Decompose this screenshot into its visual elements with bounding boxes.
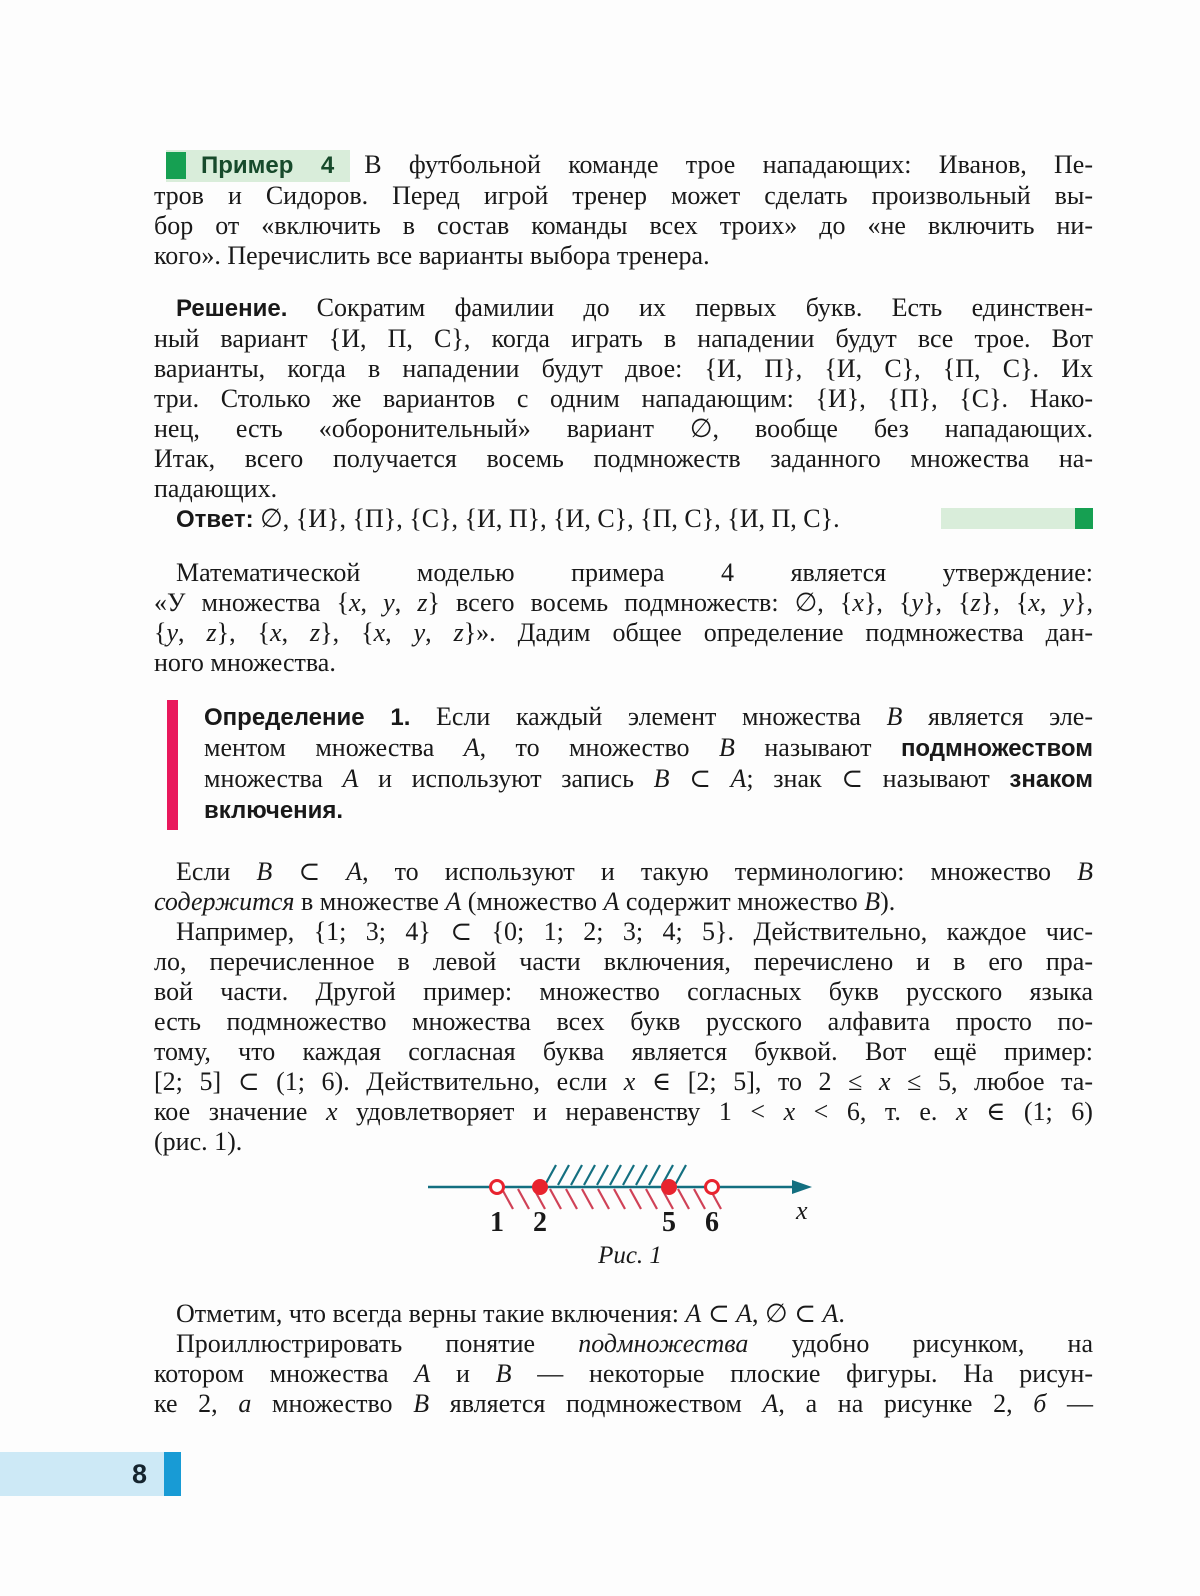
text-segment: x <box>325 1097 338 1126</box>
text-segment: — некоторые плоские фигуры. На рисун- <box>511 1359 1093 1388</box>
text-segment: вой части. Другой пример: множество согласных букв русского языка <box>154 977 1093 1006</box>
text-line <box>154 324 1093 354</box>
text-segment: x <box>623 1067 636 1096</box>
text-line <box>154 1037 1093 1067</box>
text-segment: котором множества <box>154 1359 415 1388</box>
text-segment: ∅, {И}, {П}, {С}, {И, П}, {И, С}, {П, С}, {И, П, С}. <box>253 504 840 533</box>
text-segment: Определение 1. <box>204 704 411 731</box>
text-segment: Если каждый элемент множества <box>410 702 887 731</box>
text-line <box>154 1127 1093 1157</box>
text-segment: B <box>495 1359 512 1388</box>
hatch-below <box>582 1189 593 1209</box>
text-segment: Если <box>176 857 257 886</box>
text-line <box>154 150 1093 181</box>
text-segment: нец, есть «оборонительный» вариант ∅, вообще без нападающих. <box>154 414 1093 443</box>
text-segment: В футбольной команде трое нападающих: Иванов, Пе- <box>364 150 1093 179</box>
text-segment: ке 2, <box>154 1389 239 1418</box>
text-segment: , <box>1039 588 1063 617</box>
text-segment: ⊂ <box>669 764 731 793</box>
page-content <box>154 0 1093 1419</box>
hatch-above <box>649 1165 660 1185</box>
hatch-below <box>502 1189 513 1209</box>
text-line <box>154 857 1093 887</box>
text-line <box>154 354 1093 384</box>
text-segment: z <box>417 588 428 617</box>
hatch-below <box>694 1189 705 1209</box>
text-segment: б <box>1033 1389 1047 1418</box>
text-segment: знаком <box>1009 766 1093 793</box>
text-line <box>154 618 1093 648</box>
text-segment: три. Столько же вариантов с одним нападающим: {И}, {П}, {С}. Нако- <box>154 384 1093 413</box>
text-segment: Сократим фамилии до их первых букв. Есть единствен- <box>287 293 1093 322</box>
hatch-above <box>636 1165 647 1185</box>
text-segment: , ∅ ⊂ <box>752 1299 823 1328</box>
text-segment: x <box>270 618 282 647</box>
text-line <box>154 384 1093 414</box>
text-segment: кого». Перечислить все варианты выбора тренера. <box>154 241 710 270</box>
text-line <box>204 764 1093 795</box>
text-segment: }, <box>1074 588 1093 617</box>
text-segment: тров и Сидоров. Перед игрой тренер может сделать произвольный вы- <box>154 181 1093 210</box>
text-line <box>154 588 1093 618</box>
text-segment: }, { <box>923 588 971 617</box>
text-segment: x <box>878 1067 891 1096</box>
text-line <box>154 1067 1093 1097</box>
text-segment: и используют запись <box>358 764 654 793</box>
text-segment: множество <box>251 1389 414 1418</box>
hatch-above <box>558 1165 569 1185</box>
text-segment: B <box>886 702 903 731</box>
text-segment: является подмножеством <box>429 1389 763 1418</box>
point-open-1 <box>491 1181 504 1194</box>
text-segment: B <box>864 887 881 916</box>
definition-1-block <box>167 700 1093 830</box>
text-segment: ный вариант {И, П, С}, когда играть в нападении будут все трое. Вот <box>154 324 1093 353</box>
text-segment: z <box>453 618 464 647</box>
text-segment: x <box>349 588 361 617</box>
text-segment: включения. <box>204 797 344 824</box>
text-segment: A <box>762 1389 779 1418</box>
model-paragraph <box>154 558 1093 678</box>
text-segment: удовлетворяет и неравенству 1 < <box>337 1097 784 1126</box>
text-segment: A <box>445 887 462 916</box>
text-segment: , <box>360 588 384 617</box>
text-line <box>154 293 1093 324</box>
text-segment: удобно рисунком, на <box>748 1329 1093 1358</box>
hatch-above <box>584 1165 595 1185</box>
text-line <box>154 947 1093 977</box>
text-segment: B <box>256 857 273 886</box>
point-filled-5 <box>661 1179 677 1195</box>
hatch-above <box>597 1165 608 1185</box>
text-segment: , а на рисунке 2, <box>778 1389 1034 1418</box>
text-segment: } всего восемь подмножеств: ∅, { <box>427 588 853 617</box>
text-segment: < 6, т. е. <box>795 1097 956 1126</box>
hatch-above <box>545 1165 556 1185</box>
text-segment: B <box>719 733 735 762</box>
tick-label-1: 1 <box>490 1207 504 1237</box>
text-segment: A <box>603 887 620 916</box>
text-segment: содержит множество <box>619 887 865 916</box>
text-segment: содержится <box>154 887 295 916</box>
text-line <box>154 1097 1093 1127</box>
hatch-below <box>646 1189 657 1209</box>
hatch-above <box>610 1165 621 1185</box>
text-line <box>154 444 1093 474</box>
text-line <box>154 1359 1093 1389</box>
text-segment: и <box>430 1359 496 1388</box>
subset-examples-paragraph <box>154 857 1093 1157</box>
figure-caption: Рис. 1 <box>598 1242 662 1269</box>
number-line-svg <box>400 1157 860 1237</box>
text-line <box>154 1299 1093 1329</box>
text-line <box>154 558 1093 588</box>
text-segment: Итак, всего получается восемь подмножеств заданного множества на- <box>154 444 1093 473</box>
text-segment: x <box>852 588 864 617</box>
text-segment: }, { <box>320 618 374 647</box>
text-segment: }, { <box>980 588 1029 617</box>
text-segment: в множестве <box>294 887 446 916</box>
hatch-above <box>675 1165 686 1185</box>
text-segment: Например, {1; 3; 4} ⊂ {0; 1; 2; 3; 4; 5}. Действительно, каждое чис- <box>176 917 1093 946</box>
footer-accent-square <box>164 1452 181 1496</box>
text-segment: A <box>346 857 363 886</box>
text-segment: A <box>463 733 480 762</box>
text-segment: A <box>736 1299 752 1328</box>
text-segment: B <box>1077 857 1093 886</box>
text-segment: B <box>413 1389 430 1418</box>
text-segment: x <box>373 618 386 647</box>
text-segment: (рис. 1). <box>154 1127 243 1156</box>
tick-label-2: 2 <box>533 1207 547 1237</box>
text-segment: z <box>970 588 981 617</box>
text-segment: ментом множества <box>204 733 464 762</box>
hatch-above <box>571 1165 582 1185</box>
text-segment: Ответ: <box>176 506 254 533</box>
text-line <box>154 648 1093 678</box>
text-line <box>154 887 1093 917</box>
text-segment: , <box>385 618 414 647</box>
text-line <box>154 1007 1093 1037</box>
text-segment: есть подмножество множества всех букв русского алфавита просто по- <box>154 1007 1093 1036</box>
text-segment: ⊂ <box>272 857 347 886</box>
text-segment: подмножества <box>578 1329 749 1358</box>
text-segment: кое значение <box>154 1097 326 1126</box>
text-segment: ≤ 5, любое та- <box>890 1067 1093 1096</box>
axis-arrowhead <box>792 1180 812 1194</box>
text-line <box>154 504 1093 535</box>
hatch-below <box>598 1189 609 1209</box>
text-segment: падающих. <box>154 474 278 503</box>
text-segment: ∈ [2; 5], то 2 ≤ <box>635 1067 879 1096</box>
hatch-below <box>614 1189 625 1209</box>
text-segment: A <box>685 1299 702 1328</box>
text-segment: бор от «включить в состав команды всех троих» до «не включить ни- <box>154 211 1093 240</box>
example-label: Пример 4 <box>166 150 350 182</box>
example-4-paragraph <box>154 150 1093 271</box>
number-line-figure <box>400 1157 860 1270</box>
text-line <box>154 474 1093 504</box>
text-segment: подмножеством <box>900 735 1093 762</box>
text-segment: x <box>1028 588 1040 617</box>
text-line <box>154 1389 1093 1419</box>
text-segment: , то множество <box>479 733 720 762</box>
text-segment: y <box>1062 588 1074 617</box>
text-segment: (множество <box>461 887 604 916</box>
text-line <box>204 795 1093 826</box>
point-open-6 <box>706 1181 719 1194</box>
text-segment: множества <box>204 764 343 793</box>
text-segment: }, { <box>863 588 912 617</box>
text-segment: y <box>911 588 924 617</box>
text-segment: ло, перечисленное в левой части включения, перечислено и в его пра- <box>154 947 1093 976</box>
hatch-below <box>566 1189 577 1209</box>
hatch-below <box>678 1189 689 1209</box>
text-segment: A <box>730 764 747 793</box>
tick-label-6: 6 <box>705 1207 719 1237</box>
text-line <box>154 1329 1093 1359</box>
solution-end-marker <box>941 508 1093 529</box>
point-filled-2 <box>532 1179 548 1195</box>
text-segment: A <box>342 764 359 793</box>
text-segment: z <box>206 618 217 647</box>
text-segment: { <box>154 618 167 647</box>
text-segment: Решение. <box>176 295 288 322</box>
text-segment: а <box>238 1389 252 1418</box>
text-line <box>154 181 1093 211</box>
text-segment: x <box>955 1097 968 1126</box>
text-segment: Проиллюстрировать понятие <box>176 1329 579 1358</box>
text-segment: ). <box>880 887 896 916</box>
text-segment: Отметим, что всегда верны такие включения: <box>176 1299 686 1328</box>
text-segment: y <box>413 618 426 647</box>
text-segment: , <box>425 618 454 647</box>
text-line <box>154 917 1093 947</box>
text-segment: }». Дадим общее определение подмножества дан- <box>463 618 1094 647</box>
text-segment: x <box>783 1097 796 1126</box>
text-line <box>204 702 1093 733</box>
text-segment: ⊂ <box>701 1299 737 1328</box>
text-segment: , <box>394 588 418 617</box>
hatch-above <box>623 1165 634 1185</box>
text-segment: , то используют и такую терминологию: множество <box>362 857 1078 886</box>
page-number: 8 <box>131 1459 147 1489</box>
text-segment: y <box>383 588 395 617</box>
hatch-below <box>550 1189 561 1209</box>
text-segment: z <box>310 618 321 647</box>
text-segment: [2; 5] ⊂ (1; 6). Действительно, если <box>154 1067 624 1096</box>
text-segment: , <box>281 618 311 647</box>
inclusion-note-paragraph <box>154 1299 1093 1419</box>
text-segment: называют <box>734 733 901 762</box>
text-line <box>154 211 1093 241</box>
text-segment: ∈ (1; 6) <box>967 1097 1093 1126</box>
text-segment: . <box>838 1299 845 1328</box>
solution-paragraph <box>154 293 1093 535</box>
text-segment: }, { <box>216 618 271 647</box>
text-line <box>154 241 1093 271</box>
page-number-bar <box>0 1452 164 1496</box>
text-segment: A <box>822 1299 839 1328</box>
text-segment: A <box>414 1359 431 1388</box>
text-segment: — <box>1046 1389 1094 1418</box>
tick-label-5: 5 <box>662 1207 676 1237</box>
text-segment: «У множества { <box>154 588 349 617</box>
text-line <box>154 977 1093 1007</box>
text-line <box>204 733 1093 764</box>
text-segment: Математической моделью примера 4 является утверждение: <box>176 558 1093 587</box>
text-segment: B <box>653 764 670 793</box>
axis-label: x <box>796 1196 808 1225</box>
text-segment: варианты, когда в нападении будут двое: {И, П}, {И, С}, {П, С}. Их <box>154 354 1093 383</box>
text-segment: тому, что каждая согласная буква является буквой. Вот ещё пример: <box>154 1037 1093 1066</box>
text-segment: является эле- <box>902 702 1093 731</box>
hatch-below <box>518 1189 529 1209</box>
hatch-below <box>630 1189 641 1209</box>
text-segment: , <box>178 618 207 647</box>
text-line <box>154 414 1093 444</box>
text-segment: ; знак ⊂ называют <box>746 764 1010 793</box>
text-segment: y <box>166 618 179 647</box>
text-segment: ного множества. <box>154 648 336 677</box>
